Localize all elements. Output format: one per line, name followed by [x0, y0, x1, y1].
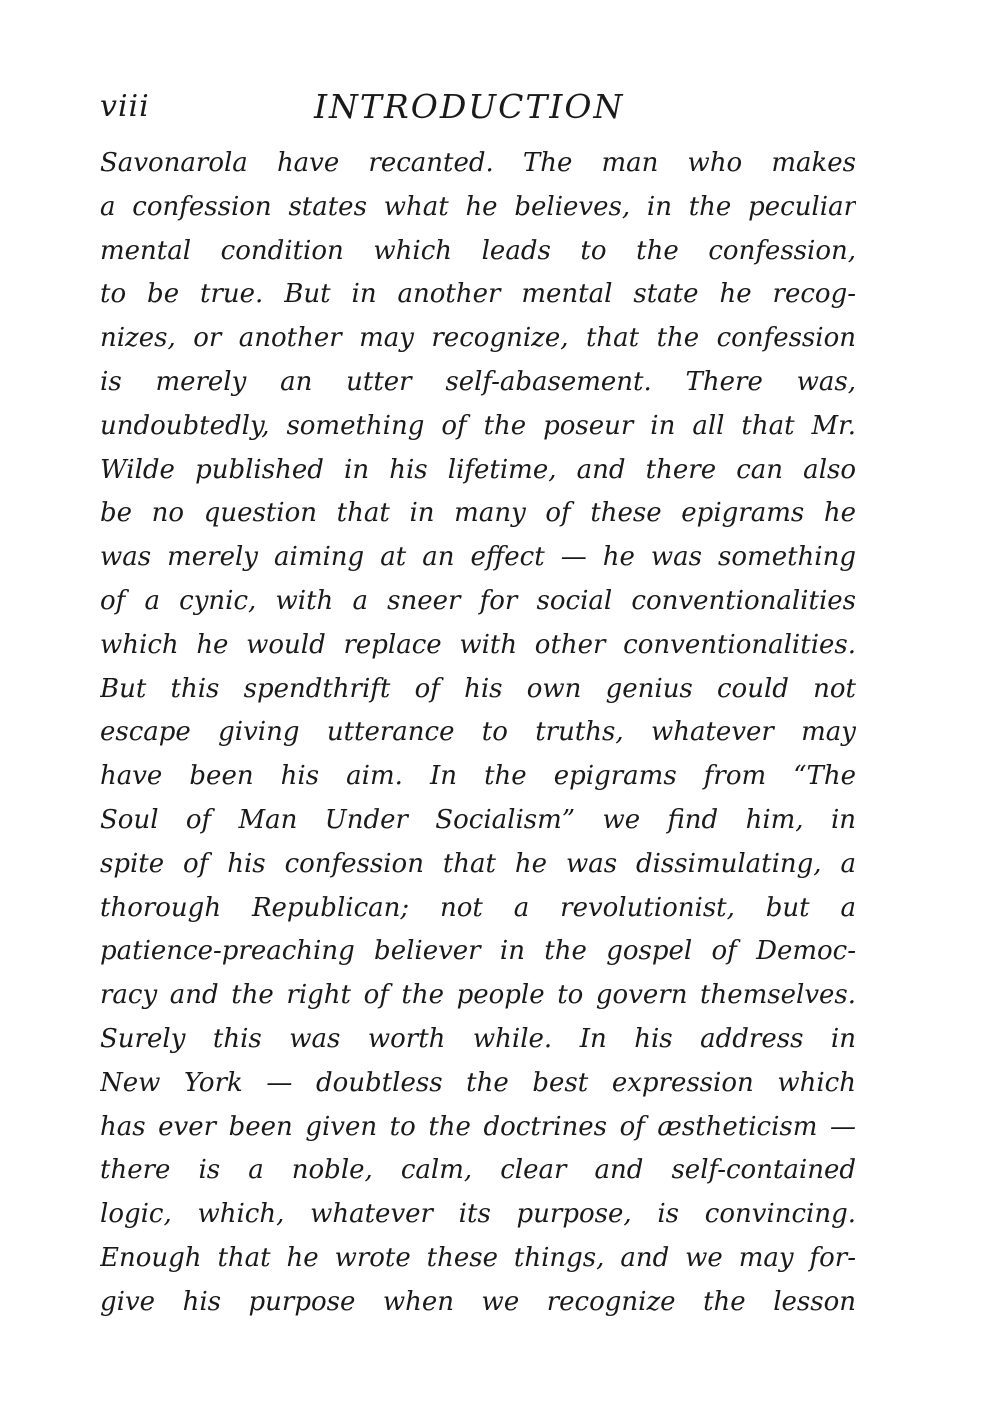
- text-line: New York — doubtless the best expression which: [100, 1067, 856, 1098]
- text-line: was merely aiming at an effect — he was something: [100, 542, 856, 573]
- text-line: patience-preaching believer in the gospel of Democ-: [100, 936, 856, 967]
- text-line: escape giving utterance to truths, whatever may: [100, 717, 856, 748]
- text-line: is merely an utter self-abasement. There was,: [100, 366, 856, 397]
- text-line: has ever been given to the doctrines of æstheticism —: [100, 1111, 856, 1142]
- text-line: of a cynic, with a sneer for social conventionalities: [100, 585, 856, 616]
- text-line: which he would replace with other conventionalities.: [100, 629, 856, 660]
- text-line: there is a noble, calm, clear and self-contained: [100, 1155, 856, 1186]
- text-line: racy and the right of the people to govern themselves.: [100, 980, 856, 1011]
- text-line: Savonarola have recanted. The man who makes: [100, 148, 856, 178]
- text-line: nizes, or another may recognize, that the confession: [100, 323, 856, 354]
- text-line: Enough that he wrote these things, and we may for-: [100, 1242, 856, 1273]
- text-line: But this spendthrift of his own genius could not: [100, 673, 856, 704]
- text-line: have been his aim. In the epigrams from “The: [100, 761, 856, 792]
- text-line: give his purpose when we recognize the lesson: [100, 1286, 856, 1317]
- text-line: Surely this was worth while. In his address in: [100, 1023, 856, 1054]
- text-line: Soul of Man Under Socialism” we find him, in: [100, 804, 856, 835]
- running-head: [100, 83, 860, 131]
- text-line: to be true. But in another mental state he recog-: [100, 279, 856, 310]
- text-line: logic, which, whatever its purpose, is convincing.: [100, 1199, 856, 1230]
- text-line: a confession states what he believes, in the peculiar: [100, 191, 856, 222]
- text-line: undoubtedly, something of the poseur in all that Mr.: [100, 410, 856, 441]
- text-line: Wilde published in his lifetime, and there can also: [100, 454, 856, 485]
- page-number: viii: [100, 89, 150, 124]
- text-line: be no question that in many of these epigrams he: [100, 498, 856, 529]
- text-line: mental condition which leads to the confession,: [100, 235, 856, 266]
- text-line: thorough Republican; not a revolutionist, but a: [100, 892, 856, 923]
- running-head-title: INTRODUCTION: [314, 87, 625, 126]
- text-line: spite of his confession that he was dissimulating, a: [100, 848, 856, 879]
- body-text: [100, 142, 856, 1325]
